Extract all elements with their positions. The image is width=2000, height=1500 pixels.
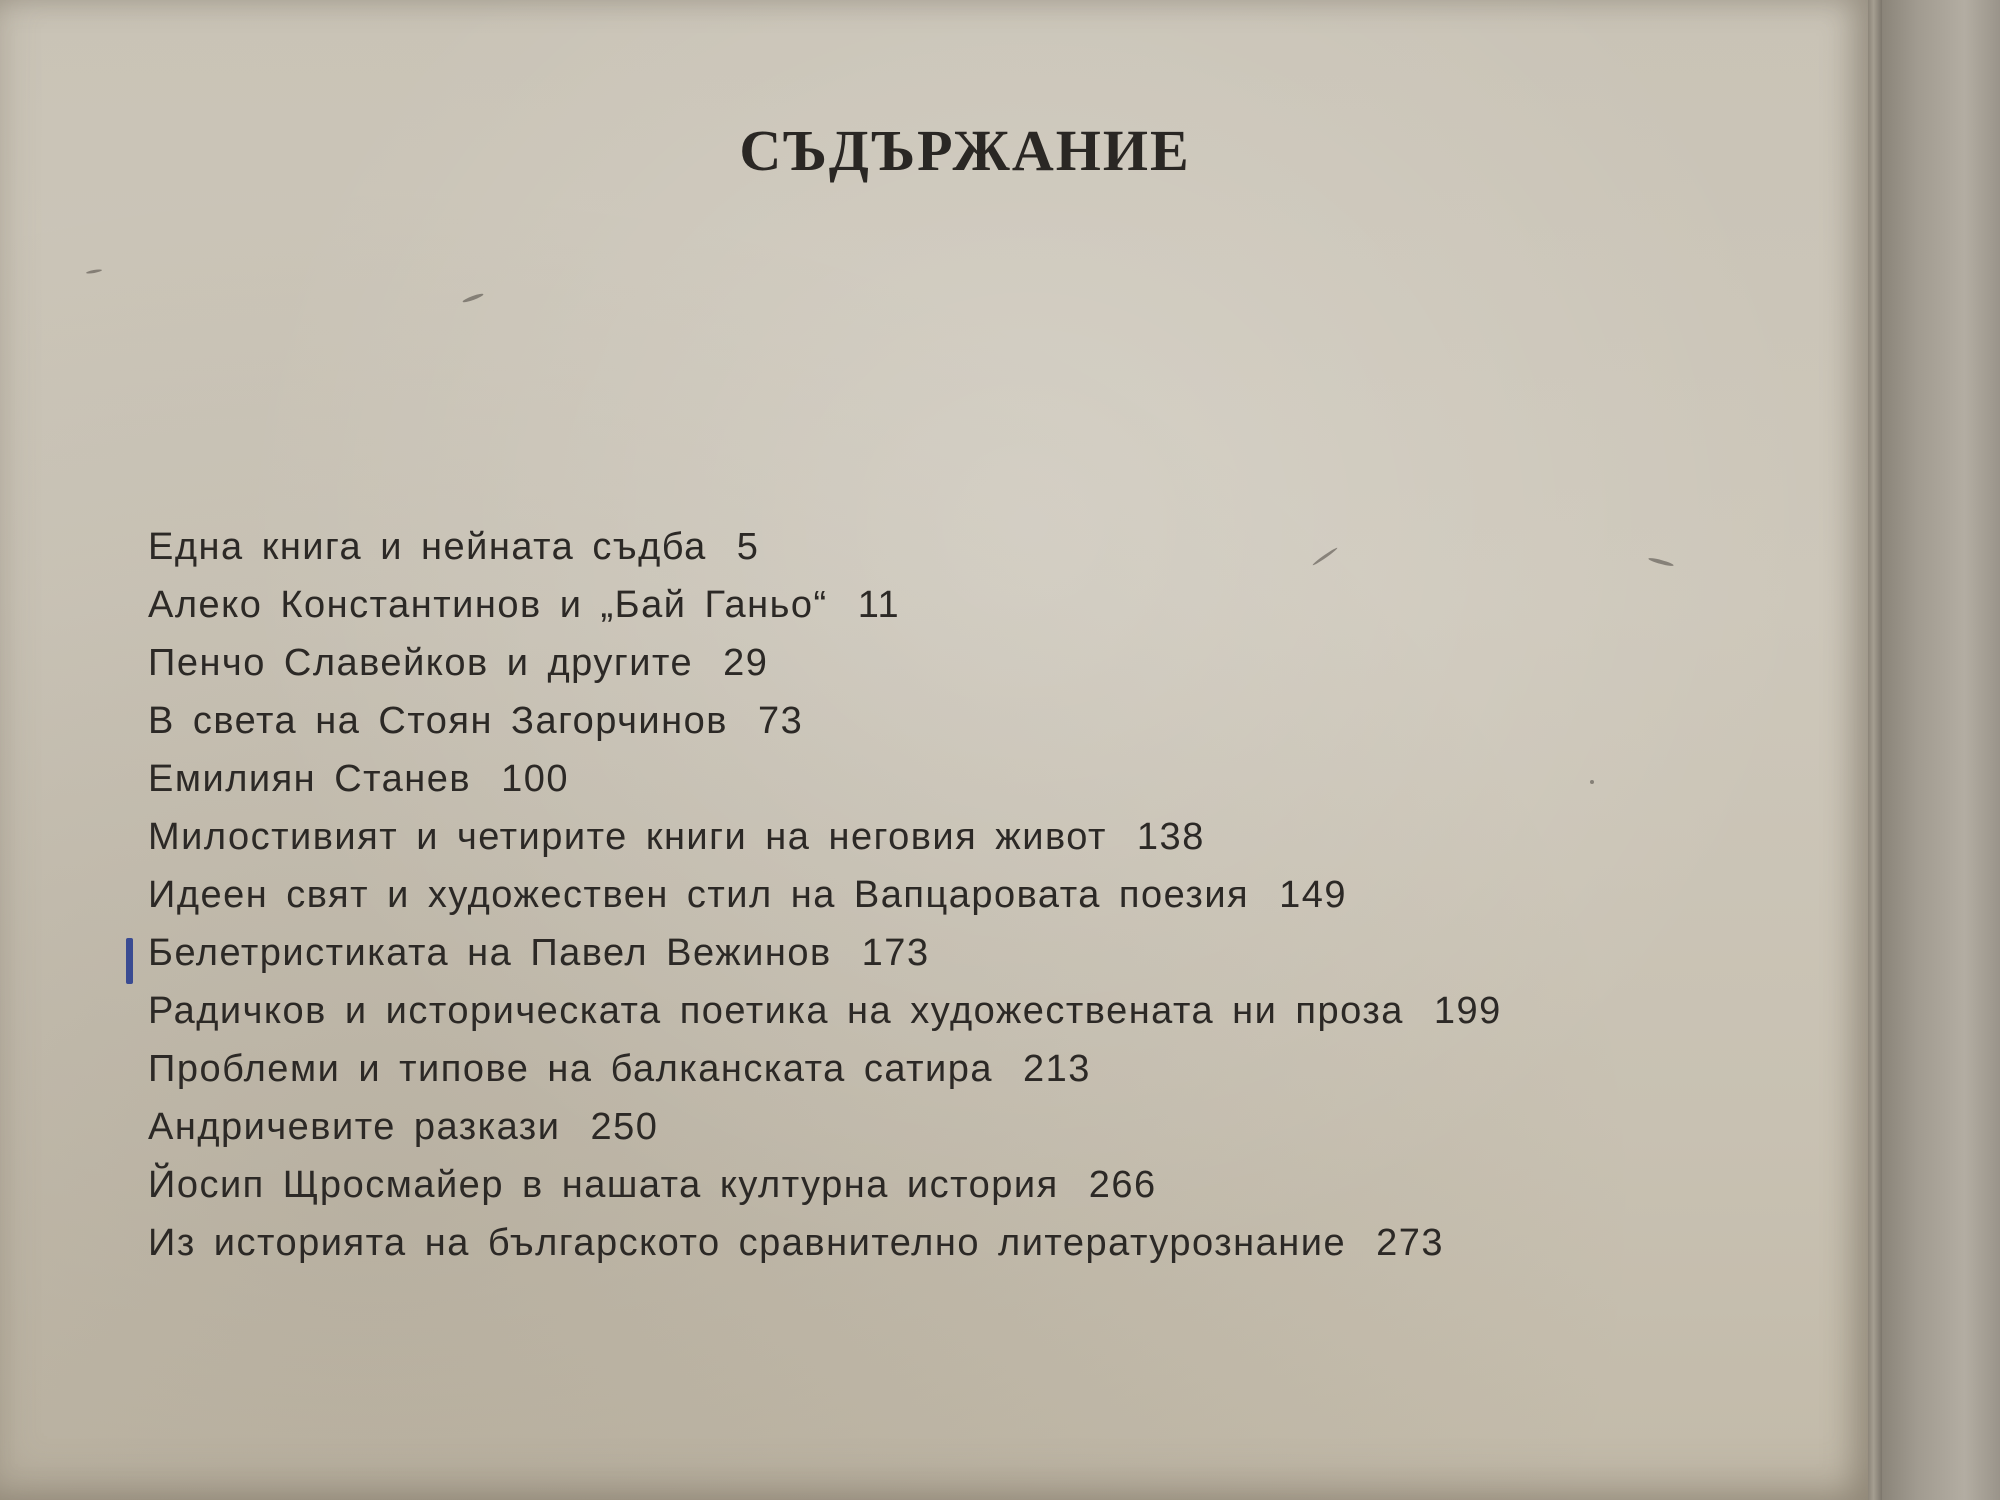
toc-entry-title: Милостивият и четирите книги на неговия живот xyxy=(148,816,1107,858)
toc-entry-page: 11 xyxy=(857,584,901,626)
toc-entry xyxy=(148,634,1848,692)
toc-entry xyxy=(148,576,1848,634)
toc-entry-page: 199 xyxy=(1433,990,1502,1032)
toc-entry-title: В света на Стоян Загорчинов xyxy=(148,700,728,742)
toc-entry xyxy=(148,1214,1848,1272)
paper-speck xyxy=(86,269,102,275)
toc-entry-title: Проблеми и типове на балканската сатира xyxy=(148,1048,994,1090)
toc-entry-title: Идеен свят и художествен стил на Вапцаровата поезия xyxy=(148,874,1250,916)
toc-entry-page: 213 xyxy=(1023,1048,1091,1090)
toc-entry-title: Йосип Щросмайер в нашата културна история xyxy=(148,1164,1059,1206)
toc-entry-page: 29 xyxy=(723,642,769,684)
toc-entry-page: 173 xyxy=(861,932,930,974)
toc-entry xyxy=(148,808,1848,866)
toc-entry-title: Из историята на българското сравнително литературознание xyxy=(148,1222,1347,1264)
toc-entry xyxy=(148,1040,1848,1098)
paper-speck xyxy=(462,292,484,303)
toc-entry-page: 266 xyxy=(1088,1164,1157,1206)
toc-entry xyxy=(148,866,1848,924)
page-edge xyxy=(1868,0,1882,1500)
toc-entry-page: 5 xyxy=(736,526,760,568)
toc-entry xyxy=(148,518,1848,576)
toc-entry-title: Андричевите разкази xyxy=(148,1106,561,1148)
toc-entry-title: Пенчо Славейков и другите xyxy=(148,642,694,684)
toc-entry-page: 273 xyxy=(1376,1222,1445,1264)
backdrop xyxy=(1882,0,2000,1500)
toc-entry xyxy=(148,750,1848,808)
paper-speck xyxy=(1590,780,1594,784)
toc-entry-page: 73 xyxy=(757,700,804,742)
table-of-contents xyxy=(148,518,1848,1272)
toc-entry xyxy=(148,692,1848,750)
toc-entry-title: Една книга и нейната съдба xyxy=(148,526,707,568)
toc-entry xyxy=(148,924,1848,982)
toc-entry-title: Алеко Константинов и „Бай Ганьо“ xyxy=(148,584,828,626)
toc-entry-title: Белетристиката на Павел Вежинов xyxy=(148,932,832,974)
toc-entry xyxy=(148,1156,1848,1214)
toc-entry xyxy=(148,982,1848,1040)
toc-entry xyxy=(148,1098,1848,1156)
toc-entry-title: Емилиян Станев xyxy=(148,758,472,800)
page-title: СЪДЪРЖАНИЕ xyxy=(739,117,1191,183)
ink-margin-mark xyxy=(126,938,133,984)
toc-entry-title: Радичков и историческата поетика на художествената ни проза xyxy=(148,990,1404,1032)
toc-entry-page: 138 xyxy=(1136,816,1205,858)
toc-entry-page: 149 xyxy=(1279,874,1348,916)
toc-entry-page: 250 xyxy=(590,1106,659,1148)
toc-entry-page: 100 xyxy=(501,758,569,800)
